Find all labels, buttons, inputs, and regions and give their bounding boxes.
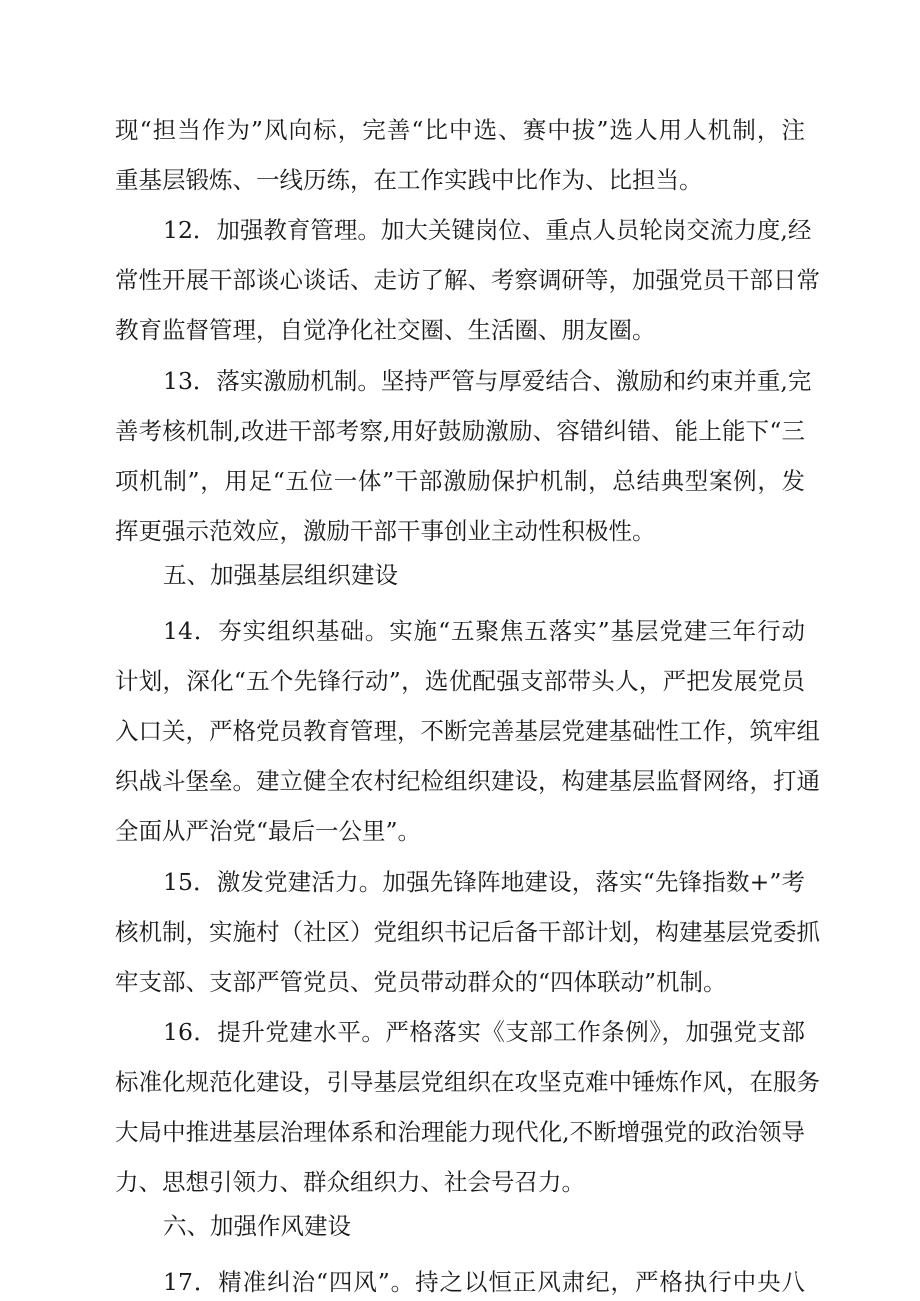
paragraph-line: 牢支部、支部严管党员、党员带动群众的“四体联动”机制。 [115, 967, 727, 996]
section-heading: 五、加强基层组织建设 [163, 560, 398, 589]
paragraph-line: 重基层锻炼、一线历练，在工作实践中比作为、比担当。 [115, 166, 703, 195]
paragraph-line: 13．落实激励机制。坚持严管与厚爱结合、激励和约束并重,完 [163, 366, 812, 395]
paragraph-line: 教育监督管理，自觉净化社交圈、生活圈、朋友圈。 [115, 316, 656, 345]
paragraph-line: 善考核机制,改进干部考察,用好鼓励激励、容错纠错、能上能下“三 [115, 416, 805, 445]
paragraph-line: 12．加强教育管理。加大关键岗位、重点人员轮岗交流力度,经 [163, 216, 812, 245]
paragraph-line: 常性开展干部谈心谈话、走访了解、考察调研等，加强党员干部日常 [115, 266, 820, 295]
paragraph-line: 17．精准纠治“四风”。持之以恒正风肃纪，严格执行中央八 [163, 1268, 805, 1297]
paragraph-line: 现“担当作为”风向标，完善“比中选、赛中拔”选人用人机制，注 [115, 116, 805, 144]
paragraph-line: 标准化规范化建设，引导基层党组织在攻坚克难中锤炼作风，在服务 [115, 1067, 820, 1096]
paragraph-line: 力、思想引领力、群众组织力、社会号召力。 [115, 1168, 585, 1197]
paragraph-line: 入口关，严格党员教育管理，不断完善基层党建基础性工作，筑牢组 [115, 717, 820, 746]
paragraph-line: 全面从严治党“最后一公里”。 [115, 817, 422, 846]
paragraph-line: 大局中推进基层治理体系和治理能力现代化,不断增强党的政治领导 [115, 1118, 805, 1146]
paragraph-line: 织战斗堡垒。建立健全农村纪检组织建设，构建基层监督网络，打通 [115, 767, 820, 796]
paragraph-line: 项机制”，用足“五位一体”干部激励保护机制，总结典型案例，发 [115, 466, 805, 495]
paragraph-line: 计划，深化“五个先锋行动”，选优配强支部带头人，严把发展党员 [115, 667, 805, 696]
paragraph-line: 挥更强示范效应，激励干部干事创业主动性积极性。 [115, 516, 656, 545]
paragraph-line: 14．夯实组织基础。实施“五聚焦五落实”基层党建三年行动 [163, 617, 805, 645]
section-heading: 六、加强作风建设 [163, 1212, 351, 1241]
paragraph-line: 核机制，实施村（社区）党组织书记后备干部计划，构建基层党委抓 [115, 917, 820, 946]
paragraph-line: 15．激发党建活力。加强先锋阵地建设，落实“先锋指数+”考 [163, 867, 805, 896]
paragraph-line: 16．提升党建水平。严格落实《支部工作条例》，加强党支部 [163, 1017, 805, 1046]
